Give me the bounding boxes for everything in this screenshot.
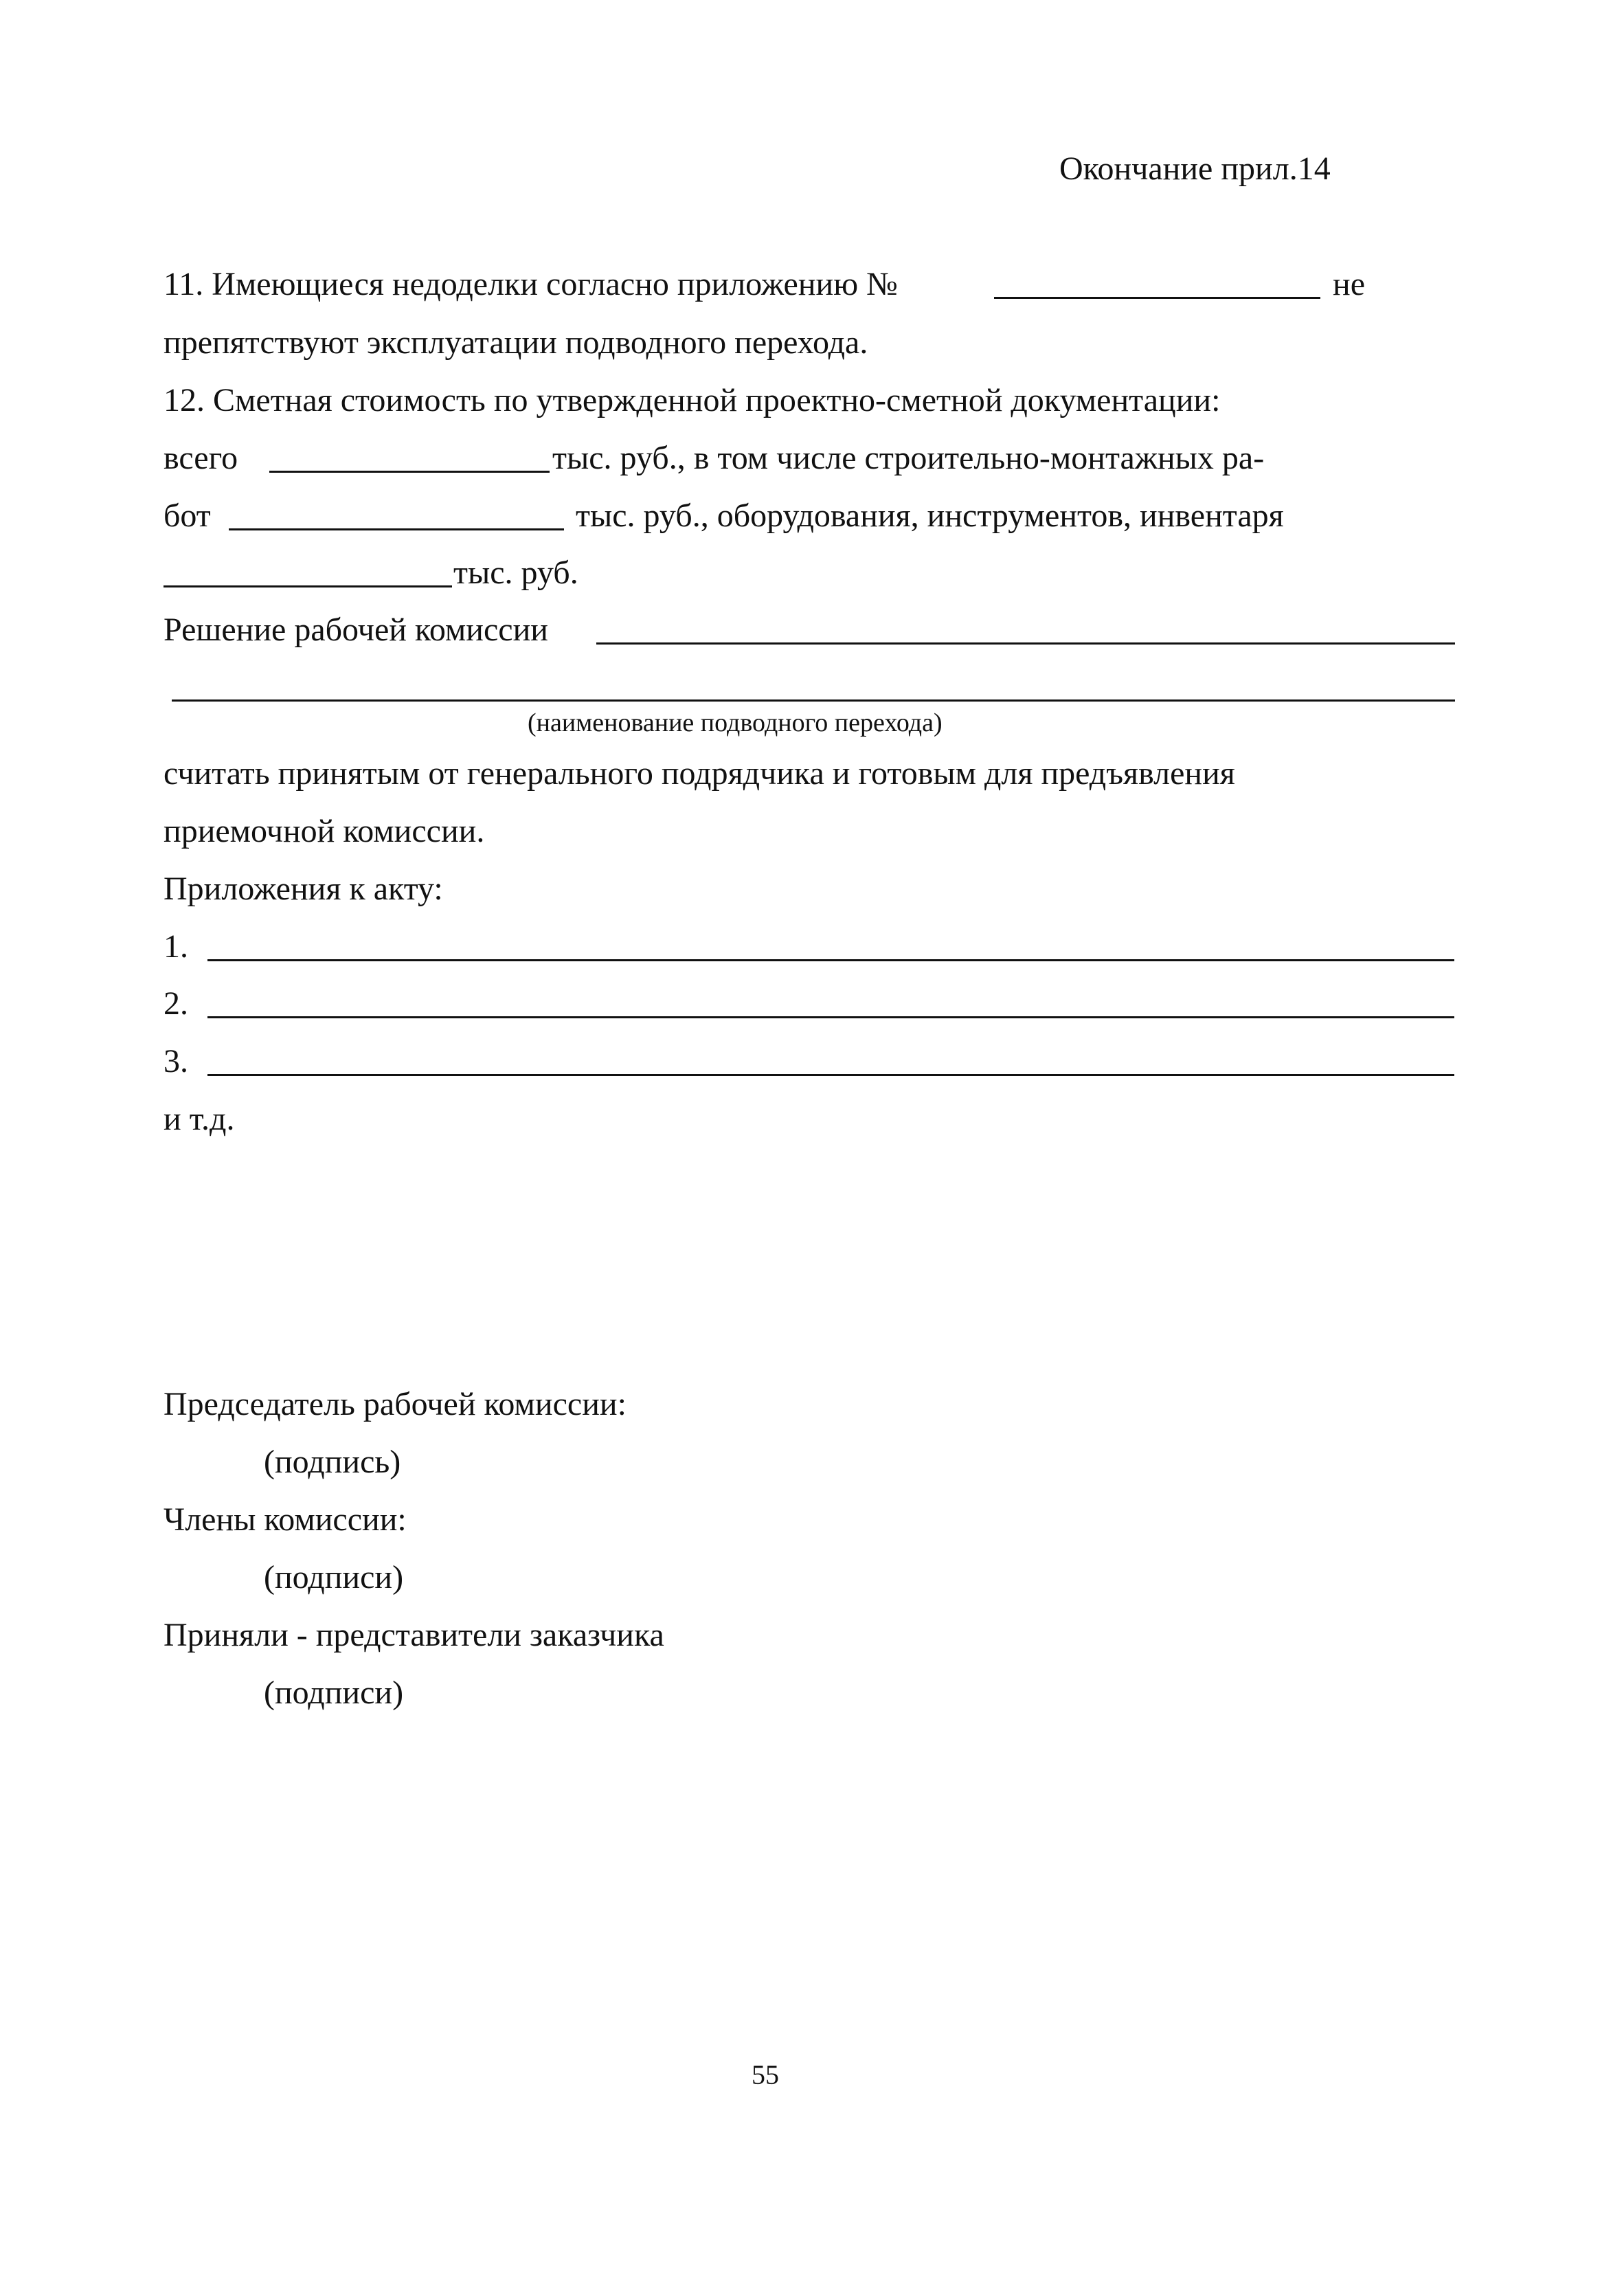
chair-signature: (подпись) [264, 1444, 401, 1480]
equipment-cost-blank [163, 585, 452, 587]
item-11-text-cont: препятствуют эксплуатации подводного перехода. [163, 324, 868, 361]
decision-text: считать принятым от генерального подрядчика и готовым для предъявления [163, 755, 1235, 792]
item-12-text: 12. Сметная стоимость по утвержденной проектно-сметной документации: [163, 382, 1221, 418]
attachments-etc: и т.д. [163, 1101, 235, 1137]
decision-blank [596, 642, 1455, 645]
works-unit-text: тыс. руб., оборудования, инструментов, инвентаря [576, 497, 1284, 534]
attachment-item-3-number: 3. [163, 1043, 188, 1079]
attachment-item-2-blank [207, 1016, 1454, 1018]
total-label: всего [163, 440, 238, 476]
works-label: бот [163, 497, 211, 534]
attachment-item-2-number: 2. [163, 985, 188, 1022]
chair-label: Председатель рабочей комиссии: [163, 1386, 627, 1422]
total-unit-text: тыс. руб., в том числе строительно-монтажных ра- [552, 440, 1265, 476]
crossing-name-caption: (наименование подводного перехода) [528, 708, 943, 737]
appendix-continuation-header: Окончание прил.14 [1059, 150, 1331, 187]
attachment-number-blank [994, 297, 1320, 299]
equipment-unit-text: тыс. руб. [453, 555, 578, 591]
page-number: 55 [752, 2059, 779, 2090]
decision-label: Решение рабочей комиссии [163, 612, 548, 648]
attachments-title: Приложения к акту: [163, 871, 443, 907]
total-cost-blank [269, 471, 550, 473]
decision-text-cont: приемочной комиссии. [163, 813, 485, 849]
attachment-item-3-blank [207, 1074, 1454, 1076]
item-11-text: 11. Имеющиеся недоделки согласно приложению № [163, 266, 898, 302]
customer-signature: (подписи) [264, 1675, 404, 1711]
item-11-text-end: не [1333, 266, 1365, 302]
members-label: Члены комиссии: [163, 1501, 407, 1538]
attachment-item-1-blank [207, 959, 1454, 961]
customer-label: Приняли - представители заказчика [163, 1617, 664, 1653]
attachment-item-1-number: 1. [163, 928, 188, 965]
members-signature: (подписи) [264, 1559, 404, 1595]
crossing-name-blank [172, 699, 1455, 702]
works-cost-blank [229, 528, 564, 530]
